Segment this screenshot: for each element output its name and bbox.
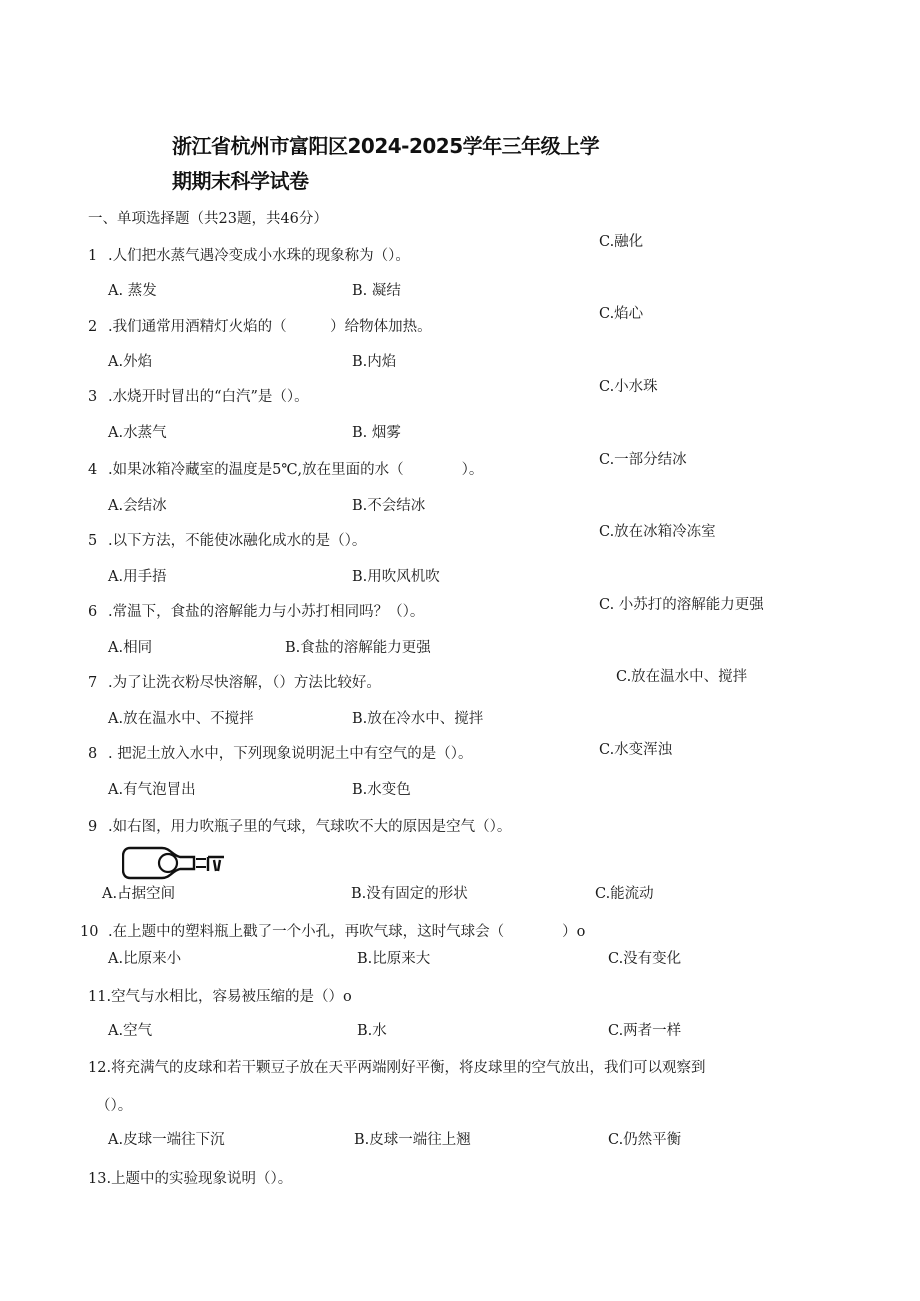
- q2-option-a: A.外焰: [108, 354, 153, 370]
- q11-option-a: A.空气: [108, 1023, 153, 1039]
- q10-option-a: A.比原来小: [108, 951, 182, 967]
- bottle-balloon-figure: [122, 845, 226, 881]
- q3-option-c: C.小水珠: [599, 379, 658, 395]
- question-stem: . 把泥土放入水中，下列现象说明泥土中有空气的是（）。: [108, 746, 473, 762]
- question-stem: 空气与水相比，容易被压缩的是（）o: [111, 989, 352, 1005]
- question-number: 3: [88, 389, 98, 405]
- question-stem: 将充满气的皮球和若干颗豆子放在天平两端刚好平衡，将皮球里的空气放出，我们可以观察到: [111, 1060, 706, 1076]
- question-number: 1: [88, 248, 98, 264]
- q5-option-a: A.用手捂: [108, 569, 167, 585]
- question-stem: .为了让洗衣粉尽快溶解，（）方法比较好。: [108, 675, 381, 691]
- q8-option-a: A.有气泡冒出: [108, 782, 196, 798]
- q9-option-a: A.占据空间: [102, 886, 176, 902]
- question-stem: .以下方法，不能使冰融化成水的是（）。: [108, 533, 367, 549]
- q6-option-b: B.食盐的溶解能力更强: [285, 640, 431, 656]
- question-number: 13.: [88, 1171, 112, 1187]
- question-stem: .我们通常用酒精灯火焰的（ ）给物体加热。: [108, 319, 432, 335]
- question-9: [88, 815, 511, 836]
- question-12: [88, 1056, 706, 1077]
- question-7: [88, 671, 381, 692]
- q10-option-c: C.没有变化: [608, 951, 682, 967]
- question-stem: 上题中的实验现象说明（）。: [111, 1171, 293, 1187]
- doc-title-line1: 浙江省杭州市富阳区2024-2025学年三年级上学: [172, 134, 600, 158]
- q5-option-b: B.用吹风机吹: [352, 569, 440, 585]
- q9-option-c: C.能流动: [595, 886, 654, 902]
- question-stem: .如右图，用力吹瓶子里的气球，气球吹不大的原因是空气（）。: [108, 819, 512, 835]
- q4-option-c: C.一部分结冰: [599, 452, 687, 468]
- question-number: 11.: [88, 989, 112, 1005]
- q1-option-c: C.融化: [599, 234, 644, 250]
- question-10: [80, 920, 585, 941]
- q7-option-a: A.放在温水中、不搅拌: [108, 711, 254, 727]
- question-1: [88, 244, 410, 265]
- q2-option-c: C.焰心: [599, 306, 644, 322]
- question-number: 8: [88, 746, 98, 762]
- question-5: [88, 529, 366, 550]
- question-6: [88, 600, 424, 621]
- question-4: [88, 458, 483, 479]
- q3-option-b: B. 烟雾: [352, 425, 401, 441]
- doc-title-line2: 期期末科学试卷: [172, 169, 309, 193]
- q3-option-a: A.水蒸气: [108, 425, 167, 441]
- section-heading: 一、单项选择题（共23题，共46分）: [88, 211, 328, 227]
- question-12-continuation: （）。: [96, 1098, 133, 1114]
- q9-option-b: B.没有固定的形状: [351, 886, 468, 902]
- question-number: 6: [88, 604, 98, 620]
- question-number: 7: [88, 675, 98, 691]
- q11-option-b: B.水: [357, 1023, 387, 1039]
- question-stem: .人们把水蒸气遇冷变成小水珠的现象称为（）。: [108, 248, 410, 264]
- q8-option-b: B.水变色: [352, 782, 411, 798]
- question-2: [88, 315, 432, 336]
- question-8: [88, 742, 472, 763]
- q5-option-c: C.放在冰箱冷冻室: [599, 524, 716, 540]
- question-3: [88, 385, 309, 406]
- q12-option-a: A.皮球一端往下沉: [108, 1132, 225, 1148]
- q7-option-b: B.放在冷水中、搅拌: [352, 711, 484, 727]
- q8-option-c: C.水变浑浊: [599, 742, 673, 758]
- q1-option-a: A. 蒸发: [108, 283, 157, 299]
- question-stem: .水烧开时冒出的“白汽”是（）。: [108, 389, 309, 405]
- q4-option-b: B.不会结冰: [352, 498, 426, 514]
- question-number: 2: [88, 319, 98, 335]
- q10-option-b: B.比原来大: [357, 951, 431, 967]
- question-stem: .常温下，食盐的溶解能力与小苏打相同吗？（）。: [108, 604, 425, 620]
- question-stem: .在上题中的塑料瓶上戳了一个小孔，再吹气球，这时气球会（ ）o: [108, 924, 586, 940]
- question-number: 10: [80, 924, 99, 940]
- q11-option-c: C.两者一样: [608, 1023, 682, 1039]
- question-number: 4: [88, 462, 98, 478]
- question-number: 5: [88, 533, 98, 549]
- question-number: 9: [88, 819, 98, 835]
- q7-option-c: C.放在温水中、搅拌: [616, 669, 748, 685]
- question-11: [88, 985, 352, 1006]
- q1-option-b: B. 凝结: [352, 283, 401, 299]
- q4-option-a: A.会结冰: [108, 498, 167, 514]
- question-stem: .如果冰箱冷藏室的温度是5℃,放在里面的水（ ）。: [108, 462, 484, 478]
- question-13: [88, 1167, 292, 1188]
- q12-option-b: B.皮球一端往上翘: [354, 1132, 471, 1148]
- question-number: 12.: [88, 1060, 112, 1076]
- q6-option-c: C. 小苏打的溶解能力更强: [599, 597, 764, 613]
- q6-option-a: A.相同: [108, 640, 153, 656]
- q2-option-b: B.内焰: [352, 354, 397, 370]
- q12-option-c: C.仍然平衡: [608, 1132, 682, 1148]
